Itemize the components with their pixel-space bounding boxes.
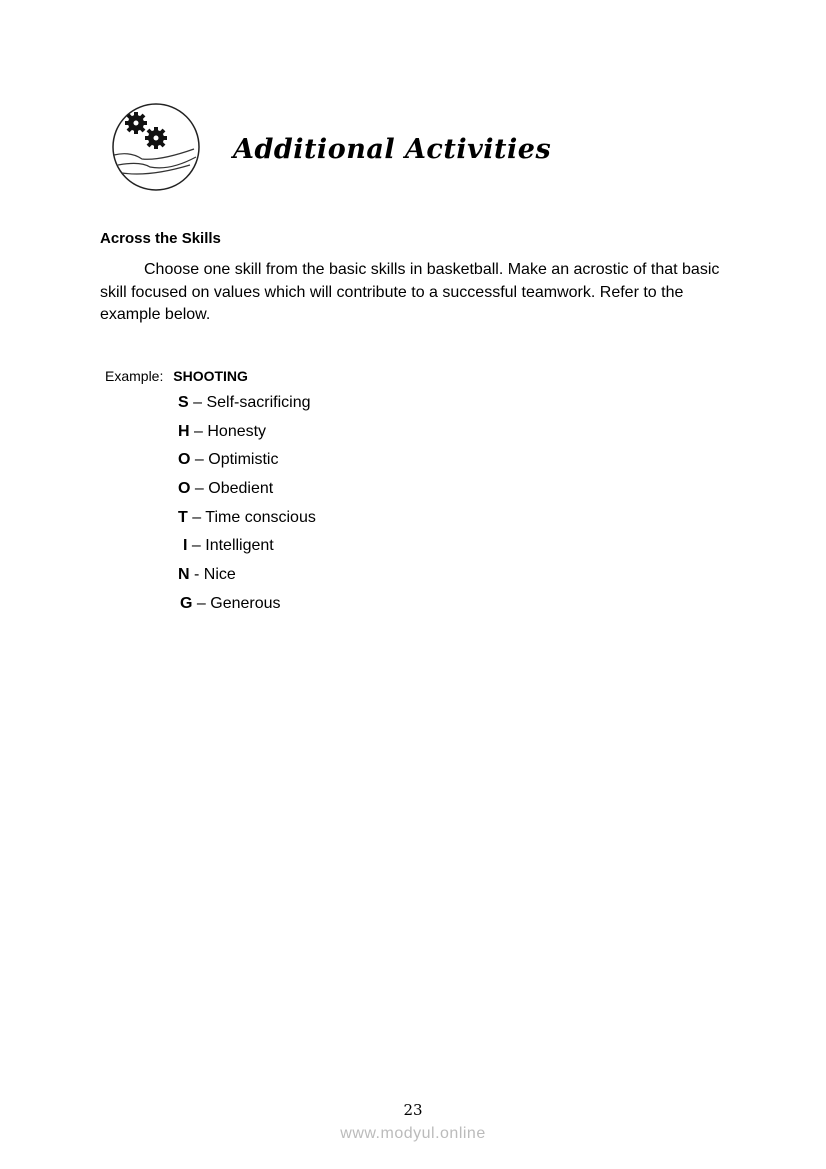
- acrostic-letter: I: [183, 537, 188, 555]
- acrostic-letter: O: [178, 480, 191, 498]
- acrostic-item: [178, 479, 316, 508]
- acrostic-value: Nice: [203, 566, 236, 584]
- page-title: Additional Activities: [233, 134, 552, 165]
- watermark: www.modyul.online: [340, 1125, 486, 1142]
- acrostic-letter: O: [178, 451, 191, 469]
- acrostic-item: [178, 450, 316, 479]
- acrostic-value: Intelligent: [205, 537, 274, 555]
- acrostic-value: Obedient: [208, 480, 274, 498]
- example-label-row: [105, 368, 248, 384]
- acrostic-letter: N: [178, 566, 190, 584]
- acrostic-list: [178, 393, 316, 623]
- acrostic-letter: G: [180, 594, 193, 612]
- acrostic-value: Time conscious: [205, 508, 316, 526]
- acrostic-value: Generous: [210, 594, 281, 612]
- acrostic-separator: –: [187, 537, 206, 555]
- acrostic-item: [178, 393, 316, 422]
- example-label: Example:: [105, 368, 164, 384]
- acrostic-item: [178, 594, 316, 623]
- example-word: SHOOTING: [173, 368, 248, 384]
- acrostic-letter: S: [178, 394, 189, 411]
- section-heading: Across the Skills: [100, 230, 221, 247]
- acrostic-value: Honesty: [207, 422, 267, 440]
- acrostic-letter: T: [178, 508, 188, 526]
- acrostic-letter: H: [178, 422, 190, 440]
- acrostic-separator: –: [189, 422, 208, 440]
- instructions-paragraph: Choose one skill from the basic skills in basketball. Make an acrostic of that basic skill focused on values which will contribute to a successful teamwork. Refer to the example below.: [100, 261, 720, 323]
- acrostic-value: Self-sacrificing: [206, 394, 311, 411]
- acrostic-value: Optimistic: [208, 451, 279, 469]
- acrostic-separator: –: [190, 451, 209, 469]
- acrostic-separator: –: [190, 480, 209, 498]
- acrostic-item: [178, 422, 316, 451]
- acrostic-item: [178, 536, 316, 565]
- acrostic-item: [178, 508, 316, 537]
- acrostic-separator: -: [189, 566, 204, 584]
- gears-on-hand-icon: [110, 103, 202, 191]
- page-number: 23: [403, 1101, 423, 1119]
- acrostic-item: [178, 565, 316, 594]
- acrostic-separator: –: [188, 394, 207, 411]
- acrostic-separator: –: [192, 594, 211, 612]
- acrostic-separator: –: [187, 508, 206, 526]
